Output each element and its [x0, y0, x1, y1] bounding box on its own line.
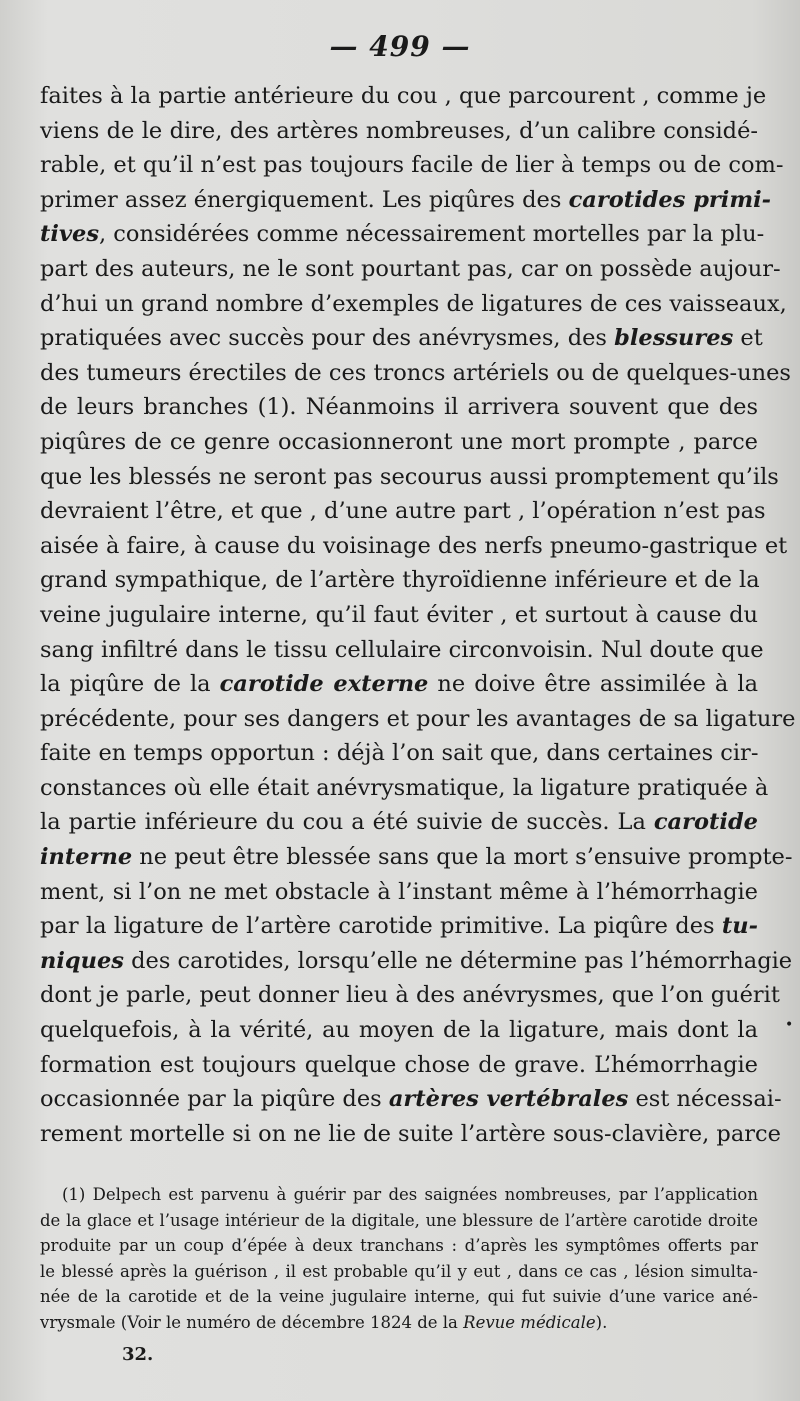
page-number: — 499 —	[329, 30, 471, 63]
text-span: que les blessés ne seront pas secourus aussi promptement qu’ils	[40, 463, 779, 490]
body-line	[40, 217, 765, 252]
italic-term: niques	[40, 947, 124, 974]
body-line	[40, 840, 793, 875]
text-span: précédente, pour ses dangers et pour les avantages de sa ligature	[40, 705, 796, 732]
text-span: ).	[595, 1312, 608, 1332]
text-span: des tumeurs érectiles de ces troncs artériels ou de quelques-unes	[40, 359, 791, 386]
body-line	[40, 148, 784, 183]
body-line	[40, 1117, 781, 1152]
text-span: occasionnée par la piqûre des	[40, 1086, 389, 1113]
text-span: vrysmale (Voir le numéro de décembre 1824 de la	[40, 1312, 464, 1332]
text-span: est nécessai-	[628, 1086, 782, 1113]
body-line	[40, 529, 788, 564]
text-span: dont je parle, peut donner lieu à des anévrysmes, que l’on guérit	[40, 982, 780, 1009]
body-line	[40, 321, 763, 356]
text-span: ment, si l’on ne met obstacle à l’instant même à l’hémorrhagie	[40, 878, 758, 905]
italic-term: tu-	[721, 913, 758, 940]
text-span: rement mortelle si on ne lie de suite l’artère sous-clavière, parce	[40, 1120, 781, 1147]
italic-term: Revue médicale	[463, 1312, 596, 1332]
text-span: veine jugulaire interne, qu’il faut éviter , et surtout à cause du	[40, 601, 758, 628]
text-span: des carotides, lorsqu’elle ne détermine pas l’hémorrhagie	[123, 947, 793, 974]
body-line	[40, 183, 772, 218]
body-line	[40, 736, 758, 771]
text-span: , considérées comme nécessairement mortelles par la plu-	[99, 221, 765, 248]
text-span: primer assez énergiquement. Les piqûres des	[40, 186, 569, 213]
body-line	[40, 805, 758, 840]
italic-term: artères vertébrales	[388, 1086, 629, 1113]
italic-term: carotide externe	[219, 671, 429, 698]
signature-mark: 32.	[122, 1344, 154, 1365]
footnote-line	[40, 1310, 758, 1336]
body-line	[40, 425, 758, 460]
text-span: quelquefois, à la vérité, au moyen de la ligature, mais dont la	[40, 1017, 758, 1044]
italic-term: interne	[40, 844, 133, 871]
text-span: née de la carotide et de la veine jugulaire interne, qui fut suivie d’une varice ané-	[40, 1287, 758, 1307]
body-line	[40, 252, 781, 287]
body-line	[40, 667, 758, 702]
body-line	[40, 1048, 758, 1083]
text-span: la partie inférieure du cou a été suivie de succès. La	[40, 809, 654, 836]
body-line	[40, 702, 796, 737]
footnote-line	[40, 1208, 758, 1234]
text-span: de leurs branches (1). Néanmoins il arrivera souvent que des	[40, 394, 758, 421]
text-span: pratiquées avec succès pour des anévrysmes, des	[40, 325, 615, 352]
text-span: par la ligature de l’artère carotide primitive. La piqûre des	[40, 913, 722, 940]
text-span: grand sympathique, de l’artère thyroïdienne inférieure et de la	[40, 567, 760, 594]
body-line	[40, 79, 767, 114]
body-line	[40, 114, 758, 149]
text-span: le blessé après la guérison , il est probable qu’il y eut , dans ce cas , lésion simulta-	[40, 1261, 758, 1281]
text-span: de la glace et l’usage intérieur de la digitale, une blessure de l’artère carotide droite	[40, 1210, 758, 1230]
footnote	[40, 1182, 758, 1336]
italic-term: carotide	[653, 809, 758, 836]
text-span: la piqûre de la	[40, 671, 220, 698]
italic-term: tives	[40, 221, 99, 248]
text-span: ne doive être assimilée à la	[428, 671, 758, 698]
text-span: sang infiltré dans le tissu cellulaire circonvoisin. Nul doute que	[40, 636, 764, 663]
body-line	[40, 633, 764, 668]
text-span: part des auteurs, ne le sont pourtant pas, car on possède aujour-	[40, 255, 781, 282]
body-line	[40, 771, 769, 806]
body-line	[40, 944, 793, 979]
footnote-line	[40, 1182, 758, 1208]
footnote-line	[40, 1233, 758, 1259]
margin-mark: •	[785, 1017, 794, 1033]
body-line	[40, 1013, 758, 1048]
text-span: formation est toujours quelque chose de grave. L’hémorrhagie	[40, 1051, 758, 1078]
text-span: et	[733, 325, 763, 352]
text-span: piqûres de ce genre occasionneront une mort prompte , parce	[40, 428, 758, 455]
text-span: ne peut être blessée sans que la mort s’ensuive prompte-	[132, 844, 793, 871]
text-span: faite en temps opportun : déjà l’on sait que, dans certaines cir-	[40, 740, 759, 767]
body-line	[40, 390, 758, 425]
text-span: constances où elle était anévrysmatique, la ligature pratiquée à	[40, 774, 769, 801]
text-span: devraient l’être, et que , d’une autre part , l’opération n’est pas	[40, 498, 766, 525]
body-line	[40, 598, 758, 633]
main-text	[40, 79, 796, 1151]
footnote-line	[40, 1284, 758, 1310]
text-span: (1) Delpech est parvenu à guérir par des saignées nombreuses, par l’application	[62, 1185, 758, 1204]
body-line	[40, 287, 787, 322]
text-span: faites à la partie antérieure du cou , que parcourent , comme je	[40, 83, 767, 109]
text-span: produite par un coup d’épée à deux tranchans : d’après les symptômes offerts par	[40, 1236, 758, 1256]
text-span: viens de le dire, des artères nombreuses, d’un calibre considé-	[40, 117, 758, 144]
italic-term: blessures	[614, 325, 734, 352]
text-span: rable, et qu’il n’est pas toujours facile de lier à temps ou de com-	[40, 152, 784, 179]
body-line	[40, 909, 758, 944]
body-line	[40, 356, 791, 391]
text-span: aisée à faire, à cause du voisinage des nerfs pneumo-gastrique et	[40, 532, 788, 559]
italic-term: carotides primi-	[568, 186, 772, 213]
body-line	[40, 460, 779, 495]
body-line	[40, 875, 758, 910]
body-line	[40, 978, 780, 1013]
text-span: d’hui un grand nombre d’exemples de ligatures de ces vaisseaux,	[40, 290, 787, 317]
body-line	[40, 1082, 782, 1117]
body-line	[40, 494, 766, 529]
footnote-line	[40, 1259, 758, 1285]
body-line	[40, 563, 758, 598]
